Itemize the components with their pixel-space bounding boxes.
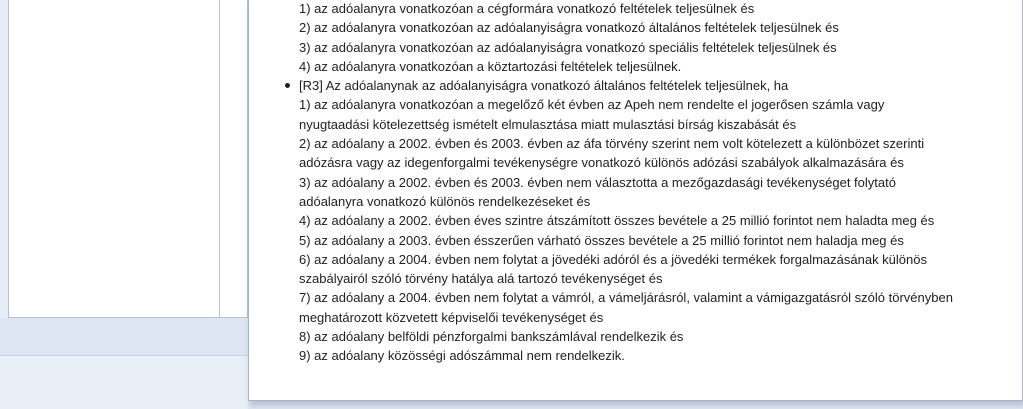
list-item: 5) az adóalany a 2003. évben ésszerűen várható összes bevétele a 25 millió forintot nem haladja meg és <box>299 232 904 248</box>
list-item: 2) az adóalanyra vonatkozóan az adóalanyiságra vonatkozó általános feltételek teljesülnek és <box>299 20 839 36</box>
list-item: 1) az adóalanyra vonatkozóan a cégformára vonatkozó feltételek teljesülnek és <box>299 1 755 16</box>
list-item: 3) az adóalany a 2002. évben és 2003. évben nem választotta a mezőgazdasági tevékenységet folytató <box>299 174 896 190</box>
bullet-icon <box>285 83 290 88</box>
list-item: szabályairól szóló törvény hatálya alá tartozó tevékenységet és <box>299 271 663 287</box>
background-status-strip <box>0 318 248 356</box>
list-item: 4) az adóalanyra vonatkozóan a köztartozási feltételek teljesülnek. <box>299 58 682 74</box>
list-item: 9) az adóalany közösségi adószámmal nem rendelkezik. <box>299 348 625 364</box>
list-item: 1) az adóalanyra vonatkozóan a megelőző két évben az Apeh nem rendelte el jogerősen számla vagy <box>299 97 885 113</box>
list-item: nyugtaadási kötelezettség ismételt elmulasztása miatt mulasztási bírság kiszabását és <box>299 116 797 132</box>
rule-detail-popup <box>248 0 1023 401</box>
list-item: meghatározott közvetett képviselői tevékenységet és <box>299 309 604 325</box>
list-item: 2) az adóalany a 2002. évben és 2003. évben az áfa törvény szerint nem volt kötelezett a különbözet szerinti <box>299 136 925 152</box>
list-item: 7) az adóalany a 2004. évben nem folytat a vámról, a vámeljárásról, valamint a vámigazgatásról szóló törvényben <box>299 290 953 306</box>
list-item: 6) az adóalany a 2004. évben nem folytat a jövedéki adóról és a jövedéki termékek forgalmazásának különös <box>299 251 927 267</box>
list-item: 8) az adóalany belföldi pénzforgalmi bankszámlával rendelkezik és <box>299 329 684 345</box>
r3-heading: [R3] Az adóalanynak az adóalanyiságra vonatkozó általános feltételek teljesülnek, ha <box>299 78 789 94</box>
r3-bullet <box>269 76 1023 95</box>
background-scroll-pane <box>220 0 248 318</box>
rule-text <box>269 0 1023 366</box>
list-item: adóalanyra vonatkozó különös rendelkezéseket és <box>299 193 591 209</box>
background-list-pane <box>8 0 220 318</box>
list-item: adózásra vagy az idegenforgalmi tevékenységre vonatkozó különös adózási szabályok alkalmazására és <box>299 155 904 171</box>
list-item: 3) az adóalanyra vonatkozóan az adóalanyiságra vonatkozó speciális feltételek teljesülnek és <box>299 39 837 55</box>
list-item: 4) az adóalany a 2002. évben éves szintre átszámított összes bevétele a 25 millió forintot nem haladta meg és <box>299 213 935 229</box>
popup-shadow <box>248 401 1023 409</box>
